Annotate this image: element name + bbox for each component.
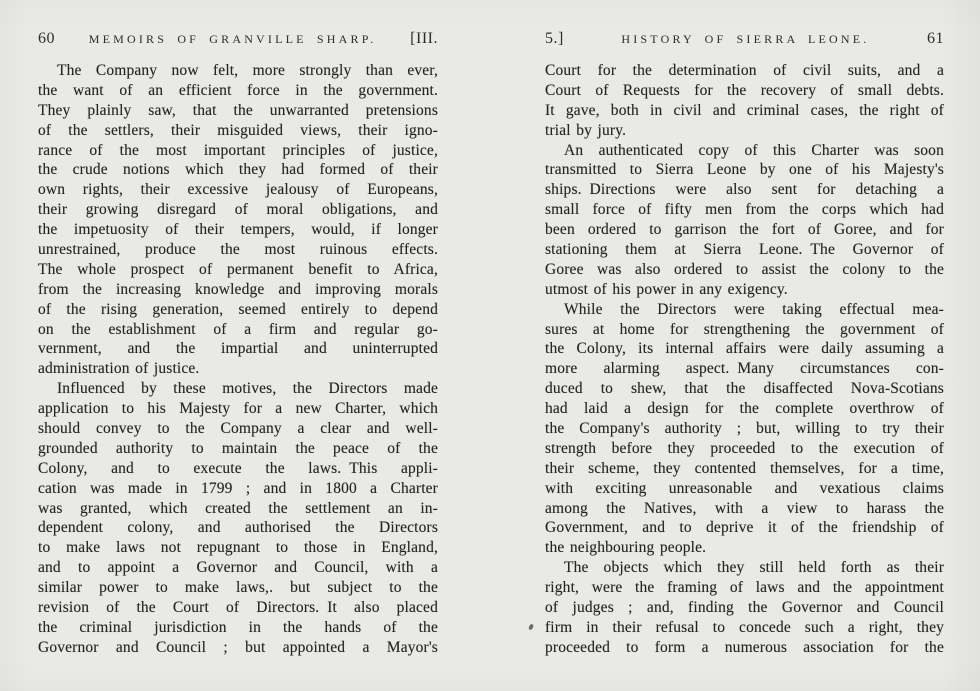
text-line: stationing them at Sierra Leone. The Governor of [545, 241, 944, 259]
text-line: and to appoint a Governor and Council, with a [38, 559, 438, 577]
page-body-left [38, 61, 438, 658]
text-line: cation was made in 1799 ; and in 1800 a Charter [38, 479, 438, 497]
text-line: their growing disregard of moral obligations, and [38, 201, 438, 219]
text-line: of the rising generation, seemed entirely to depend [38, 300, 438, 318]
text-line: duced to shew, that the disaffected Nova-Scotians [545, 380, 944, 398]
text-line: Governor and Council ; but appointed a Mayor's [38, 638, 438, 656]
text-line: firm in their refusal to concede such a right, they [545, 618, 944, 636]
text-line: right, were the framing of laws and the appointment [545, 579, 944, 597]
text-line: small force of fifty men from the corps which had [545, 201, 944, 219]
text-line: of the settlers, their misguided views, their igno- [38, 121, 438, 139]
text-line: An authenticated copy of this Charter was soon [564, 141, 944, 159]
text-line: own rights, their excessive jealousy of Europeans, [38, 181, 438, 199]
text-line: dependent colony, and authorised the Directors [38, 519, 438, 537]
text-line: Influenced by these motives, the Directors made [57, 380, 438, 398]
text-line: Government, and to deprive it of the friendship of [545, 519, 944, 537]
text-line: Court of Requests for the recovery of small debts. [545, 81, 944, 99]
text-line: The Company now felt, more strongly than ever, [57, 62, 438, 79]
text-line: utmost of his power in any exigency. [545, 280, 788, 298]
text-line: proceeded to form a numerous association for the [545, 638, 944, 656]
text-line: on the establishment of a firm and regular go- [38, 320, 438, 338]
page-number-right: 61 [926, 30, 944, 47]
text-line: from the increasing knowledge and improving morals [38, 280, 438, 298]
text-line: trial by jury. [545, 121, 627, 139]
running-title-left: MEMOIRS OF GRANVILLE SHARP. [88, 32, 377, 46]
text-line: The whole prospect of permanent benefit to Africa, [38, 260, 438, 278]
text-line: was granted, which created the settlement an in- [38, 499, 438, 517]
text-line: had laid a design for the complete overthrow of [545, 400, 944, 418]
text-line: revision of the Court of Directors. It also placed [38, 599, 438, 617]
text-line: to make laws not repugnant to those in England, [38, 539, 438, 557]
text-line: Goree was also ordered to assist the colony to the [545, 260, 944, 278]
text-line: with exciting unreasonable and vexatious claims [545, 479, 944, 497]
section-mark-right: 5.] [545, 30, 564, 47]
running-head-right [545, 28, 944, 50]
text-line: ships. Directions were also sent for detaching a [545, 181, 944, 199]
page-body-right [545, 61, 944, 658]
text-line: the criminal jurisdiction in the hands of the [38, 618, 438, 636]
text-line: more alarming aspect. Many circumstances con- [545, 360, 944, 378]
text-line: the crude notions which they had formed of their [38, 161, 438, 179]
text-line: the neighbouring people. [545, 539, 707, 557]
text-line: transmitted to Sierra Leone by one of his Majesty's [545, 161, 944, 179]
text-line: rance of the most important principles of justice, [38, 141, 438, 159]
page-right [545, 28, 944, 658]
text-line: strength before they proceeded to the execution of [545, 439, 944, 457]
text-line: While the Directors were taking effectual mea- [564, 300, 944, 318]
text-line: The objects which they still held forth as their [564, 559, 944, 577]
running-head-left [38, 28, 438, 50]
text-line: sures at home for strengthening the government of [545, 320, 944, 338]
page-number-left: 60 [38, 30, 55, 47]
text-line: the Company's authority ; but, willing to try their [545, 420, 944, 438]
text-line: of judges ; and, finding the Governor and Council [545, 599, 944, 617]
text-line: It gave, both in civil and criminal cases, the right of [545, 101, 944, 119]
text-line: vernment, and the impartial and uninterrupted [38, 340, 438, 358]
text-line: among the Natives, with a view to harass the [545, 499, 944, 517]
running-title-right: HISTORY OF SIERRA LEONE. [621, 32, 870, 46]
text-line: their scheme, they contented themselves, for a time, [545, 459, 944, 477]
text-line: the want of an efficient force in the government. [38, 81, 438, 99]
text-line: the Colony, its internal affairs were daily assuming a [545, 340, 944, 358]
text-line: They plainly saw, that the unwarranted pretensions [38, 101, 438, 119]
text-line: Court for the determination of civil suits, and a [545, 62, 944, 79]
text-line: application to his Majesty for a new Charter, which [38, 400, 438, 418]
ink-speck [528, 624, 534, 631]
text-line: similar power to make laws,. but subject to the [38, 579, 438, 597]
text-line: the impetuosity of their tempers, would, if longer [38, 221, 438, 239]
text-line: unrestrained, produce the most ruinous effects. [38, 241, 438, 259]
text-line: grounded authority to maintain the peace of the [38, 439, 438, 457]
text-line: administration of justice. [38, 360, 200, 378]
text-line: should convey to the Company a clear and well- [38, 420, 438, 438]
text-line: been ordered to garrison the fort of Goree, and for [545, 221, 944, 239]
section-mark-left: [III. [410, 30, 438, 47]
text-line: Colony, and to execute the laws. This appli- [38, 459, 438, 477]
page-left [38, 28, 438, 658]
